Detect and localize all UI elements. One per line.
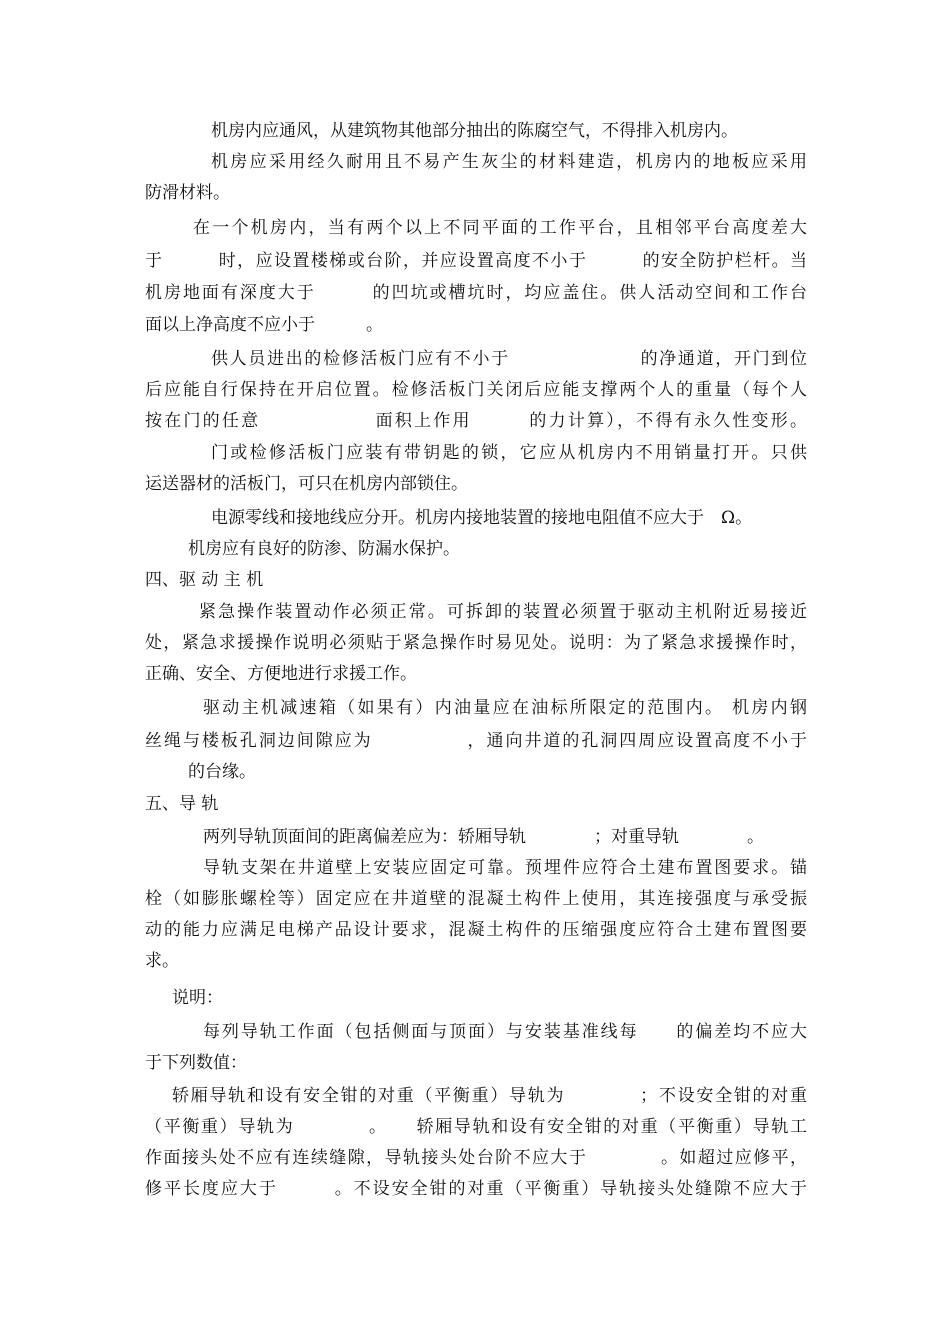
- paragraph-line: 防滑材料。: [145, 183, 230, 203]
- paragraph-line: 机房应有良好的防渗、防漏水保护。: [188, 539, 460, 559]
- paragraph-line: 的台缘。: [188, 762, 256, 782]
- paragraph-line: 紧急操作装置动作必须正常。可拆卸的装置必须置于驱动主机附近易接近: [199, 602, 807, 622]
- paragraph-line: 机房应采用经久耐用且不易产生灰尘的材料建造，机房内的地板应采用: [211, 152, 807, 172]
- paragraph-line: 动的能力应满足电梯产品设计要求，混凝土构件的压缩强度应符合土建布置图要: [145, 920, 807, 940]
- paragraph-line: 求。: [145, 951, 179, 971]
- paragraph-line: 处，紧急求援操作说明必须贴于紧急操作时易见处。说明：为了紧急求援操作时，: [145, 633, 807, 653]
- paragraph-line: 机房内应通风，从建筑物其他部分抽出的陈腐空气，不得排入机房内。: [211, 121, 738, 141]
- paragraph-line: 丝绳与楼板孔洞边间隙应为 ，通向井道的孔洞四周应设置高度不小于: [145, 731, 807, 751]
- paragraph-line: 门或检修活板门应装有带钥匙的锁，它应从机房内不用销量打开。只供: [211, 443, 807, 463]
- paragraph-line: 运送器材的活板门，可只在机房内部锁住。: [145, 474, 468, 494]
- paragraph-line: （平衡重）导轨为 。 轿厢导轨和设有安全钳的对重（平衡重）导轨工: [145, 1117, 807, 1137]
- paragraph-line: 于 时，应设置楼梯或台阶，并应设置高度不小于 的安全防护栏杆。当: [145, 251, 807, 271]
- paragraph-line: 机房地面有深度大于 的凹坑或槽坑时，均应盖住。供人活动空间和工作台: [145, 283, 807, 303]
- paragraph-line: 正确、安全、方便地进行求援工作。: [145, 664, 417, 684]
- paragraph-line: 在一个机房内，当有两个以上不同平面的工作平台，且相邻平台高度差大: [193, 218, 807, 238]
- paragraph-line: 面以上净高度不应小于 。: [145, 315, 383, 335]
- paragraph-line: 电源零线和接地线应分开。机房内接地装置的接地电阻值不应大于 Ω。: [211, 508, 753, 528]
- paragraph-line: 供人员进出的检修活板门应有不小于 的净通道，开门到位: [211, 349, 807, 369]
- paragraph-line: 修平长度应大于 。不设安全钳的对重（平衡重）导轨接头处缝隙不应大于: [145, 1179, 807, 1199]
- paragraph-line: 于下列数值：: [145, 1053, 247, 1073]
- paragraph-line: 栓（如膨胀螺栓等）固定应在井道壁的混凝土构件上使用，其连接强度与承受振: [145, 889, 807, 909]
- paragraph-line: 后应能自行保持在开启位置。检修活板门关闭后应能支撑两个人的重量（每个人: [145, 380, 807, 400]
- paragraph-line: 每列导轨工作面（包括侧面与顶面）与安装基准线每 的偏差均不应大: [203, 1022, 807, 1042]
- paragraph-line: 导轨支架在井道壁上安装应固定可靠。预埋件应符合土建布置图要求。锚: [203, 858, 807, 878]
- paragraph-line: 驱动主机减速箱（如果有）内油量应在油标所限定的范围内。 机房内钢: [203, 698, 807, 718]
- paragraph-line: 按在门的任意 面积上作用 的力计算），不得有永久性变形。: [145, 411, 807, 431]
- paragraph-line: 作面接头处不应有连续缝隙，导轨接头处台阶不应大于 。如超过应修平，: [145, 1148, 807, 1168]
- paragraph-line: 两列导轨顶面间的距离偏差应为：轿厢导轨 ；对重导轨 。: [203, 827, 764, 847]
- paragraph-line: 轿厢导轨和设有安全钳的对重（平衡重）导轨为 ；不设安全钳的对重: [172, 1086, 807, 1106]
- note-label: 说明：: [172, 988, 223, 1008]
- section-heading-guide-rail: 五、导 轨: [145, 794, 219, 814]
- section-heading-drive-machine: 四、驱 动 主 机: [145, 570, 264, 590]
